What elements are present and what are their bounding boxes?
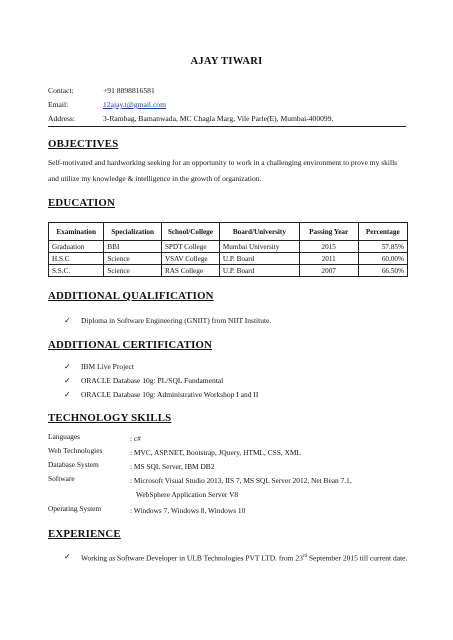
- contact-label: Address:: [48, 114, 75, 123]
- table-cell: 66.50%: [358, 265, 407, 277]
- table-cell: 60.00%: [358, 253, 407, 265]
- certification-list: [64, 360, 258, 402]
- list-item: [64, 360, 258, 374]
- table-cell: Science: [104, 253, 162, 265]
- table-cell: 2015: [299, 241, 358, 253]
- skill-row: [48, 474, 420, 504]
- contact-row-phone: [48, 84, 333, 98]
- skill-value: [130, 474, 420, 502]
- table-header-row: [49, 223, 408, 241]
- skill-value-line: WebSphere Application Server V8: [136, 490, 239, 499]
- skill-label: Web Technologies: [48, 446, 103, 455]
- table-header: Passing Year: [299, 223, 358, 241]
- skill-label: Languages: [48, 432, 81, 441]
- skill-row: [48, 446, 420, 460]
- list-item-text: Diploma in Software Engineering (GNIIT) from NIIT Institute.: [81, 316, 272, 325]
- table-header: Percentage: [358, 223, 407, 241]
- experience-text-start: Working as Software Developer in ULB Technologies PVT LTD. from 23: [81, 553, 303, 563]
- additional-certification-heading: ADDITIONAL CERTIFICATION: [48, 339, 213, 351]
- experience-heading: EXPERIENCE: [48, 528, 121, 540]
- contact-divider: [48, 126, 406, 127]
- list-item: [64, 374, 258, 388]
- education-heading: EDUCATION: [48, 197, 115, 209]
- skill-label: Operating System: [48, 504, 102, 513]
- check-icon: ✓: [64, 376, 71, 385]
- experience-text: [81, 549, 407, 567]
- table-cell: Mumbai University: [219, 241, 299, 253]
- list-item-text: IBM Live Project: [81, 362, 134, 371]
- qualification-list: [64, 314, 271, 328]
- table-header: Board/University: [219, 223, 299, 241]
- skill-value: : Windows 7, Windows 8, Windows 10: [130, 506, 246, 515]
- table-cell: H.S.C: [49, 253, 104, 265]
- check-icon: ✓: [64, 316, 71, 325]
- experience-date-suffix: rd: [302, 554, 307, 559]
- check-icon: ✓: [64, 362, 71, 371]
- skill-value: : MVC, ASP.NET, Bootstrap, JQuery, HTML, CSS, XML: [130, 448, 302, 457]
- table-row: [49, 253, 408, 265]
- contact-label: Contact:: [48, 86, 74, 95]
- table-header: Examination: [49, 223, 104, 241]
- table-cell: 2007: [299, 265, 358, 277]
- contact-label: Email:: [48, 100, 69, 109]
- list-item-text: ORACLE Database 10g: Administrative Workshop I and II: [81, 390, 259, 399]
- table-cell: VSAV College: [161, 253, 219, 265]
- education-table: [48, 222, 408, 277]
- table-row: [49, 265, 408, 277]
- skill-row: [48, 432, 420, 446]
- skill-label: Software: [48, 474, 75, 483]
- table-cell: Graduation: [49, 241, 104, 253]
- table-cell: SPDT College: [161, 241, 219, 253]
- table-cell: U.P. Board: [219, 253, 299, 265]
- skill-value: : c#: [130, 434, 141, 443]
- list-item: [64, 314, 271, 328]
- contact-row-address: [48, 112, 333, 126]
- experience-text-end: September 2015 till current date.: [307, 553, 408, 563]
- table-row: [49, 241, 408, 253]
- list-item-text: ORACLE Database 10g: PL/SQL Fundamental: [81, 376, 224, 385]
- objectives-heading: OBJECTIVES: [48, 138, 119, 150]
- skill-value: : MS SQL Server, IBM DB2: [130, 462, 215, 471]
- table-cell: 2011: [299, 253, 358, 265]
- table-cell: Science: [104, 265, 162, 277]
- technology-skills-heading: TECHNOLOGY SKILLS: [48, 412, 172, 424]
- contact-block: [48, 84, 333, 126]
- table-cell: 57.85%: [358, 241, 407, 253]
- check-icon: ✓: [64, 552, 71, 561]
- additional-qualification-heading: ADDITIONAL QUALIFICATION: [48, 290, 214, 302]
- table-cell: BBI: [104, 241, 162, 253]
- candidate-name: AJAY TIWARI: [190, 56, 263, 67]
- list-item: [64, 388, 258, 402]
- table-cell: U.P. Board: [219, 265, 299, 277]
- contact-row-email: [48, 98, 333, 112]
- experience-item: [64, 549, 414, 567]
- objectives-text: Self-motivated and hardworking seeking for an opportunity to work in a challenging environment to prove my skills and utilize my knowledge & intelligence in the growth of organization.: [48, 158, 398, 183]
- contact-phone: +91 8898816581: [103, 86, 155, 95]
- contact-email-link[interactable]: 12ajay.t@gmail.com: [103, 100, 167, 109]
- check-icon: ✓: [64, 390, 71, 399]
- skill-row: [48, 504, 420, 518]
- skill-value-line: : Microsoft Visual Studio 2013, IIS 7, MS SQL Server 2012, Net Bean 7.1,: [130, 476, 352, 485]
- table-header: Specialization: [104, 223, 162, 241]
- table-cell: S.S.C.: [49, 265, 104, 277]
- table-header: School/College: [161, 223, 219, 241]
- skill-label: Database System: [48, 460, 99, 469]
- table-cell: RAS College: [161, 265, 219, 277]
- skills-list: [48, 432, 420, 518]
- skill-row: [48, 460, 420, 474]
- contact-address: 3-Rambag, Bamanwada, MC Chagla Marg, Vile Parle(E), Mumbai-400099.: [103, 114, 334, 123]
